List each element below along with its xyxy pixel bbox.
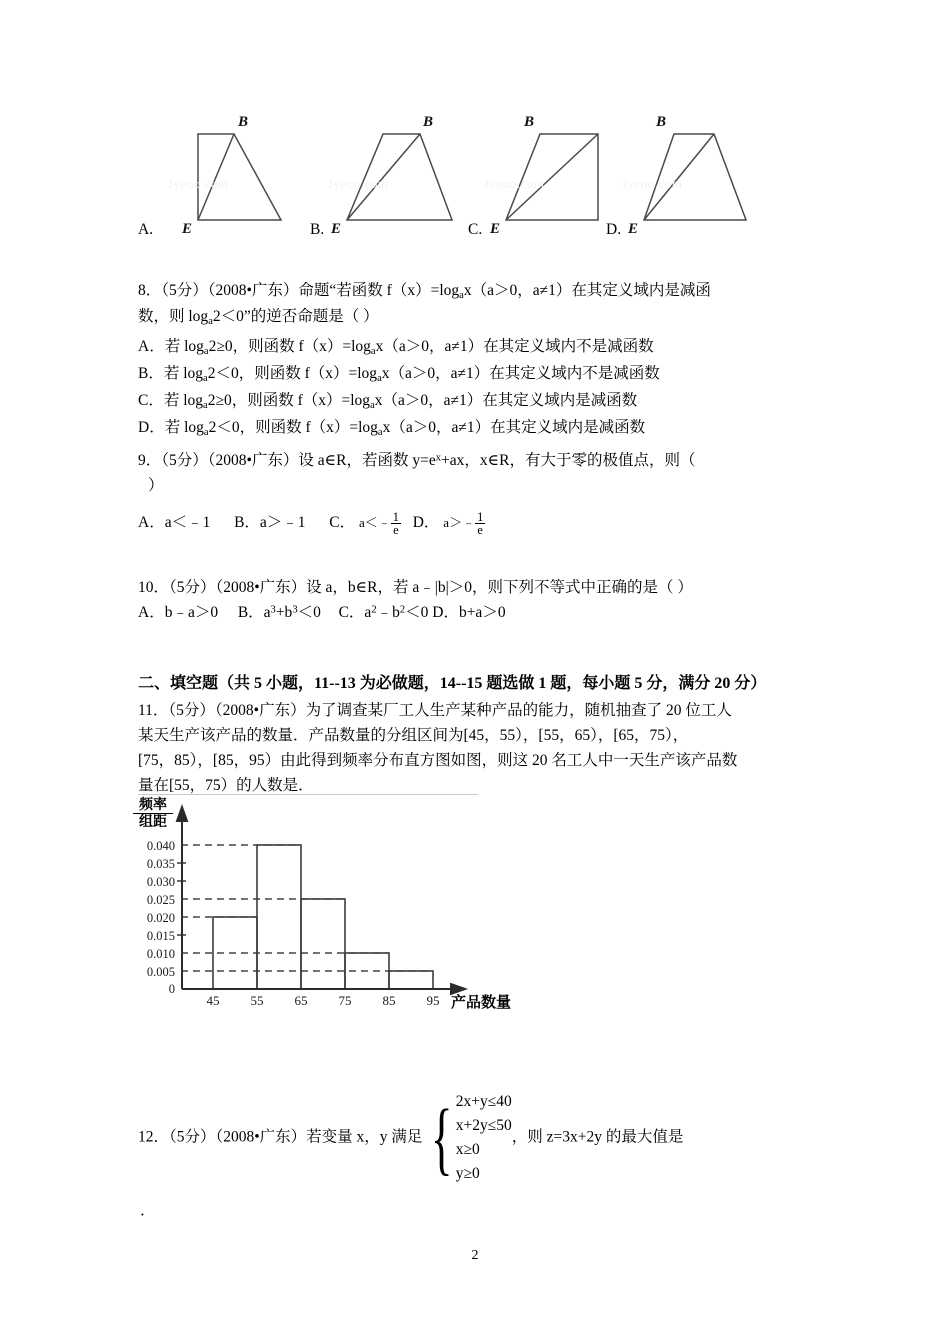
y-tick-label-2: 0.030 bbox=[146, 875, 175, 889]
question-10 bbox=[138, 575, 838, 627]
q8-d-rest: 2＜0，则函数 f（x）=log bbox=[208, 419, 378, 437]
q8-line2-pre: 数，则 log bbox=[138, 308, 209, 326]
svg-text:E: E bbox=[490, 221, 501, 237]
question-9-stem-line2 bbox=[138, 473, 828, 498]
q8-line1-sub: a bbox=[459, 289, 464, 301]
x-tick-label-0: 45 bbox=[206, 993, 220, 1008]
question-10-option-d[interactable]: D．b+a＞0 bbox=[432, 604, 506, 622]
y-tick-label-4: 0.020 bbox=[146, 911, 175, 925]
q9-c-expr bbox=[359, 509, 401, 537]
q10-b-sup1: 3 bbox=[270, 604, 276, 616]
x-axis-title: 产品数量 bbox=[451, 994, 512, 1011]
question-10-options bbox=[138, 600, 838, 627]
figure-a-drawing bbox=[138, 104, 298, 239]
watermark-c: Jyeoo.com bbox=[484, 176, 545, 191]
q12-system-of-inequalities: { 2x+y≤40 x+2y≤50 x≥0 y≥0 bbox=[422, 1090, 511, 1186]
svg-text:E: E bbox=[182, 221, 193, 237]
q8-d-rest2: x（a＞0，a≠1）在其定义域内是减函数 bbox=[382, 419, 646, 437]
question-8-option-b[interactable] bbox=[138, 361, 818, 388]
q8-c-sub2: a bbox=[370, 400, 375, 412]
x-tick-label-5: 95 bbox=[426, 993, 440, 1008]
figure-option-a-label: A. bbox=[138, 221, 154, 238]
svg-text:B: B bbox=[524, 114, 535, 130]
q9-c-fraction bbox=[391, 511, 401, 537]
q9-line1-post: +ax，x∈R，有大于零的极值点，则（ bbox=[441, 452, 696, 469]
q12-system-lines bbox=[456, 1090, 512, 1186]
q12-inequality-2: x+2y≤50 bbox=[455, 1117, 512, 1135]
question-10-option-b[interactable] bbox=[238, 604, 321, 621]
figure-option-b-label: B. bbox=[310, 221, 325, 238]
figure-option-d-label: D. bbox=[606, 221, 622, 238]
figure-option-c bbox=[468, 104, 628, 239]
q10-b-post: ＜0 bbox=[297, 604, 321, 622]
question-9-option-d[interactable] bbox=[412, 509, 486, 537]
q9-line1-pre: 9．（5分）（2008•广东）设 a∈R，若函数 y=e bbox=[138, 452, 436, 469]
q8-b-sub1: a bbox=[203, 373, 208, 385]
q9-d-frac-num: 1 bbox=[477, 509, 484, 524]
q8-b-rest: 2＜0，则函数 f（x）=log bbox=[207, 365, 378, 383]
y-tick-label-5: 0.015 bbox=[146, 929, 175, 943]
q9-c-frac-den: e bbox=[393, 523, 399, 537]
q8-line1-pre: 8．（5分）（2008•广东）命题“若函数 f（x）=log bbox=[138, 282, 460, 299]
svg-text:B: B bbox=[656, 114, 667, 130]
question-9-options bbox=[138, 510, 828, 562]
question-8 bbox=[138, 278, 818, 442]
q10-b-pre: B．a bbox=[237, 604, 271, 622]
q11-line4-post: ． bbox=[298, 777, 314, 795]
question-10-option-a[interactable]: A．b﹣a＞0 bbox=[138, 604, 219, 622]
x-tick-label-4: 85 bbox=[382, 993, 396, 1008]
q8-a-rest2: x（a＞0，a≠1）在其定义域内不是减函数 bbox=[375, 338, 654, 356]
q8-line2-sub: a bbox=[208, 315, 213, 327]
figure-b-drawing bbox=[310, 104, 470, 239]
q8-line1-mid: x（a＞0，a≠1）在其定义域内是减函 bbox=[463, 282, 711, 299]
q12-inequality-1: 2x+y≤40 bbox=[455, 1093, 512, 1110]
question-8-stem-line1 bbox=[138, 278, 818, 304]
x-tick-label-3: 75 bbox=[338, 993, 352, 1008]
figure-option-d bbox=[606, 104, 776, 239]
q10-b-sup2: 3 bbox=[292, 604, 298, 616]
figure-c-drawing bbox=[468, 104, 628, 239]
watermark-a: Jyeoo.com bbox=[168, 176, 229, 191]
q8-a-rest: 2≥0，则函数 f（x）=log bbox=[208, 338, 371, 356]
figure-option-c-label: C. bbox=[468, 221, 483, 238]
q12-trailing-dot: ． bbox=[140, 1202, 156, 1219]
y-tick-label-7: 0.005 bbox=[146, 965, 175, 979]
frequency-distribution-histogram bbox=[133, 795, 512, 1020]
y-tick-label-3: 0.025 bbox=[146, 893, 175, 907]
q12-inequality-3: x≥0 bbox=[455, 1141, 480, 1159]
figure-d-drawing bbox=[606, 104, 776, 239]
y-axis-title-numerator: 频率 bbox=[133, 797, 173, 814]
svg-text:E: E bbox=[331, 221, 342, 237]
q9-d-frac-den: e bbox=[477, 523, 483, 537]
question-11-line2: 某天生产该产品的数量．产品数量的分组区间为[45，55），[55，65），[65，75）， bbox=[138, 727, 689, 745]
question-11-line1: 11．（5分）（2008•广东）为了调查某厂工人生产某种产品的能力，随机抽查了 20 位工人 bbox=[138, 702, 732, 719]
q8-a-key: A．若 log bbox=[138, 338, 204, 356]
question-12 bbox=[138, 1090, 683, 1186]
q10-c-post: ＜0 bbox=[405, 604, 429, 622]
q8-b-sub2: a bbox=[377, 373, 382, 385]
q8-d-sub1: a bbox=[203, 427, 209, 439]
q8-b-key: B．若 log bbox=[138, 365, 204, 383]
q9-d-expr bbox=[443, 509, 485, 537]
question-11 bbox=[138, 698, 838, 798]
question-9-option-a[interactable]: A．a＜﹣1 bbox=[138, 514, 211, 532]
x-tick-label-1: 55 bbox=[250, 993, 264, 1008]
q8-b-rest2: x（a＞0，a≠1）在其定义域内不是减函数 bbox=[381, 365, 660, 383]
page-number: 2 bbox=[471, 1248, 479, 1263]
svg-text:B: B bbox=[238, 114, 249, 130]
q8-c-key: C．若 log bbox=[138, 392, 204, 410]
figure-option-b bbox=[310, 104, 470, 239]
histogram-bar-65-75 bbox=[301, 899, 345, 989]
q8-d-sub2: a bbox=[377, 427, 383, 439]
answer-choice-figures bbox=[138, 104, 838, 239]
question-9 bbox=[138, 448, 828, 562]
svg-text:E: E bbox=[628, 221, 639, 237]
q8-a-sub1: a bbox=[203, 345, 209, 357]
y-axis-arrow bbox=[177, 807, 187, 821]
q9-line1-sup: x bbox=[435, 452, 442, 464]
q8-d-key: D．若 log bbox=[138, 419, 204, 437]
histogram-plot-area bbox=[133, 795, 493, 1020]
y-tick-label-6: 0.010 bbox=[146, 947, 175, 961]
q10-c-mid: ﹣b bbox=[376, 604, 400, 622]
question-9-option-b[interactable]: B．a＞﹣1 bbox=[234, 514, 306, 532]
y-axis-title-denominator: 组距 bbox=[139, 812, 167, 829]
q12-suffix: ，则 z=3x+2y 的最大值是 bbox=[511, 1128, 684, 1146]
question-8-option-a[interactable] bbox=[138, 334, 818, 361]
q9-line2: ） bbox=[148, 477, 164, 495]
q8-c-rest2: x（a＞0，a≠1）在其定义域内是减函数 bbox=[374, 392, 638, 410]
question-8-stem-line2 bbox=[138, 304, 818, 330]
y-tick-label-1: 0.035 bbox=[146, 857, 175, 871]
q10-c-pre: C．a bbox=[338, 604, 372, 622]
question-10-stem: 10．（5分）（2008•广东）设 a，b∈R，若 a﹣|b|＞0，则下列不等式中正确的是（ ） bbox=[138, 579, 693, 596]
q9-c-expr-pre: a＜﹣ bbox=[359, 515, 391, 531]
watermark-d: Jyeoo.com bbox=[622, 176, 683, 191]
q12-prefix: 12．（5分）（2008•广东）若变量 x，y 满足 bbox=[138, 1128, 423, 1146]
q8-line2-post: 2＜0”的逆否命题是（ ） bbox=[212, 308, 379, 326]
q9-c-key: C． bbox=[329, 514, 356, 532]
watermark-b: Jyeoo.com bbox=[328, 176, 389, 191]
y-tick-label-0: 0.040 bbox=[146, 839, 175, 853]
question-8-option-c[interactable] bbox=[138, 388, 818, 415]
q8-c-rest: 2≥0，则函数 f（x）=log bbox=[207, 392, 371, 410]
question-10-option-c[interactable] bbox=[339, 604, 429, 621]
histogram-bar-85-95 bbox=[389, 971, 433, 989]
question-9-option-c[interactable] bbox=[329, 509, 405, 537]
section-2-heading: 二、填空题（共 5 小题，11--13 为必做题，14--15 题选做 1 题，每小题 5 分，满分 20 分） bbox=[138, 675, 767, 692]
q8-a-sub2: a bbox=[370, 345, 376, 357]
y-tick-label-8: 0 bbox=[168, 982, 175, 996]
figure-option-a bbox=[138, 104, 298, 239]
q9-d-key: D． bbox=[412, 514, 440, 532]
question-9-stem-line1 bbox=[138, 448, 828, 473]
q9-c-frac-num: 1 bbox=[392, 509, 399, 524]
x-tick-label-2: 65 bbox=[294, 993, 308, 1008]
q11-line4-pre: 量在[55，75）的人数是 bbox=[138, 777, 299, 795]
histogram-bar-55-65 bbox=[257, 845, 301, 989]
q12-inequality-4: y≥0 bbox=[455, 1165, 480, 1183]
svg-text:B: B bbox=[423, 114, 434, 130]
question-11-line3: [75，85），[85，95）由此得到频率分布直方图如图，则这 20 名工人中一天生产该产品数 bbox=[138, 752, 738, 770]
q10-b-mid: +b bbox=[275, 604, 293, 622]
q9-d-expr-pre: a＞﹣ bbox=[443, 515, 476, 531]
question-8-option-d[interactable] bbox=[138, 415, 818, 442]
q9-d-fraction bbox=[475, 511, 485, 537]
q8-c-sub1: a bbox=[203, 400, 208, 412]
q10-c-sup2: 2 bbox=[399, 604, 406, 616]
q10-c-sup1: 2 bbox=[371, 604, 377, 616]
